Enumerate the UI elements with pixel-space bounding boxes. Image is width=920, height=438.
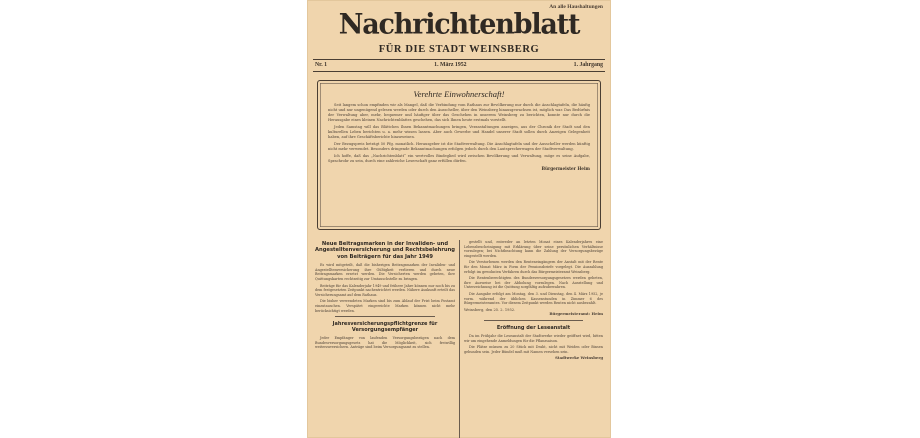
issue-date: 1. März 1952 <box>434 62 467 68</box>
office-signature: Bürgermeisteramt: Heim <box>549 311 603 317</box>
article-headline: Eröffnung der Leseanstalt <box>496 324 571 331</box>
place-date: Weinsberg, den 25. 2. 1952. <box>464 307 516 312</box>
right-column <box>464 240 603 438</box>
article-headline: Neue Beitragsmarken in der Invaliden- und Angestelltenversicherung und Rechtsbelehrung von Beiträgern für das Jahr 1949 <box>315 241 455 260</box>
article-paragraph: Die Ausgabe erfolgt am Montag, den 3. und Dienstag, den 4. März 1952, je vorm. während der üblichen Kassenstunden in Zimmer 6 des Bürgermeisteramtes. Vor diesem Zeitpunkt werden Renten nicht ausbezahlt. <box>464 291 603 306</box>
article-paragraph: Die Plätze müssen zu 20 Stück mit Draht, nicht mit Weiden oder Binsen gebunden sein. Jeder Bündel muß mit Namen versehen sein. <box>464 345 603 354</box>
distribution-note: An alle Haushaltungen <box>549 4 603 10</box>
article-paragraph: gestellt und, entweder an letzten Monat eines Kalenderjahres eine Lebensbescheinigung mit Erklärung über seine persönlichen Verhältnisse vorzulegen; bei Nichtbeachtung kann die Zahlung der Versorgungsbezüge eingestellt werden. <box>464 240 603 258</box>
left-column <box>315 240 455 438</box>
article-signature: Stadtwerke Weinsberg <box>555 355 603 361</box>
article-subheadline: Jahresversicherungspflichtgrenze für Versorgungsempfänger <box>332 321 438 334</box>
article-paragraph: Die bisher verwendeten Marken sind bis zum Ablauf der Frist beim Postamt einzutauschen. Verspätet eingereichte Marken können nicht mehr berücksichtigt werden. <box>315 299 455 313</box>
issue-bottom-rule <box>313 71 605 72</box>
newspaper-page <box>307 0 611 438</box>
notice-paragraph: Seit langem schon empfinden wir als Mangel, daß die Verbindung vom Rathaus zur Bevölkerung nur durch die Anschlagtafeln, die häufig nicht und nur ungenügend gelesen werden oder durch den Ausscheller, über den Weinsberg hinausgewachsen ist, möglich war. Das Bedürfnis der Verwaltung aber, mehr, bequemer und häufiger über das Geschehen in unserem Weinsberg zu berichten, konnte nur durch die Herausgabe eines kleinen Nachrichtenblattes geschehen, das sich Ihnen heute erstmals vorstellt. <box>328 103 590 122</box>
notice-body <box>328 103 590 164</box>
column-divider <box>459 240 460 438</box>
issue-volume: 1. Jahrgang <box>573 62 603 68</box>
notice-title: Verehrte Einwohnerschaft! <box>413 89 505 99</box>
article-paragraph: Die Rentenberechtigten des Bundesversorgungsgesetzes werden gebeten, ihre Ausweise bei der Abholung vorzulegen. Nach Ausstellung und Unterzeichnung ist die Quittung sorgfältig aufzubewahren. <box>464 276 603 290</box>
top-rule <box>313 59 605 60</box>
article-paragraph: Es wird mitgeteilt, daß die bisherigen Beitragsmarken der Invaliden- und Angestelltenversicherung ihre Gültigkeit verlieren und durch neue Beitragsmarken ersetzt werden. Die Versicherten werden gebeten, ihre Quittungskarten rechtzeitig zur Umtauschstelle zu bringen. <box>315 263 455 281</box>
article-paragraph: Die Verstorbenen werden den Renteneingängern der Anstalt mit der Rente für den Monat März in Form der Pensionsbriefe vorgelegt. Die Auszahlung erfolgt im gewohnten Verfahren durch das Bürgermeisteramt Weinsberg. <box>464 260 603 274</box>
masthead-subtitle: FÜR DIE STADT WEINSBERG <box>378 44 540 55</box>
article-paragraph: Jeder Empfänger von laufenden Versorgungsbezügen nach dem Bundesversorgungsgesetz hat die Möglichkeit, sich freiwillig weiterzuversichern. Anträge sind beim Versorgungsamt zu stellen. <box>315 336 455 350</box>
article-paragraph: Beiträge für das Kalenderjahr 1949 und frühere Jahre können nur noch bis zu dem festgesetzten Zeitpunkt nachentrichtet werden. Nähere Auskunft erteilt das Versicherungsamt auf dem Rathaus. <box>315 283 455 297</box>
masthead-title: Nachrichtenblatt <box>338 8 580 41</box>
mayor-notice-box <box>317 80 601 230</box>
notice-paragraph: Jeden Samstag will das Blättchen Ihnen Bekanntmachungen bringen, Veranstaltungen anzeigen, aus der Chronik der Stadt und den kulturellen Leben berichten u. a. mehr wissen lassen. Aber auch Gewerbe und Handel unserer Stadt sollen durch Anzeigen Gelegenheit haben, auf ihre Geschäftsberichte hinzuweisen. <box>328 125 590 139</box>
notice-paragraph: Der Bezugspreis beträgt 50 Pfg. monatlich. Herausgeber ist die Stadtverwaltung. Die Anschlagtafeln und der Ausscheller werden künftig nicht mehr verwendet. Besonders dringende Bekanntmachungen erfolgen jedoch durch den Lautsprecherwagen der Stadtverwaltung. <box>328 142 590 151</box>
issue-number: Nr. 1 <box>315 62 328 68</box>
notice-signature: Bürgermeister Heim <box>541 166 590 171</box>
section-divider <box>335 316 435 317</box>
notice-paragraph: Ich hoffe, daß das „Nachrichtenblatt“ ein wertvolles Bindeglied wird zwischen Bevölkerung und Verwaltung, möge es seine Aufgabe, Sprachrohr zu sein, durch eine zahlreiche Leserschaft ganz erfüllen dürfen. <box>328 154 590 163</box>
article-paragraph: Da im Frühjahr die Leseanstalt der Stadtwerke wieder geöffnet wird, bitten wir um eingehende Anmeldungen für die Pflanzsaison. <box>464 333 603 343</box>
section-divider <box>484 320 583 321</box>
issue-info <box>315 62 603 68</box>
